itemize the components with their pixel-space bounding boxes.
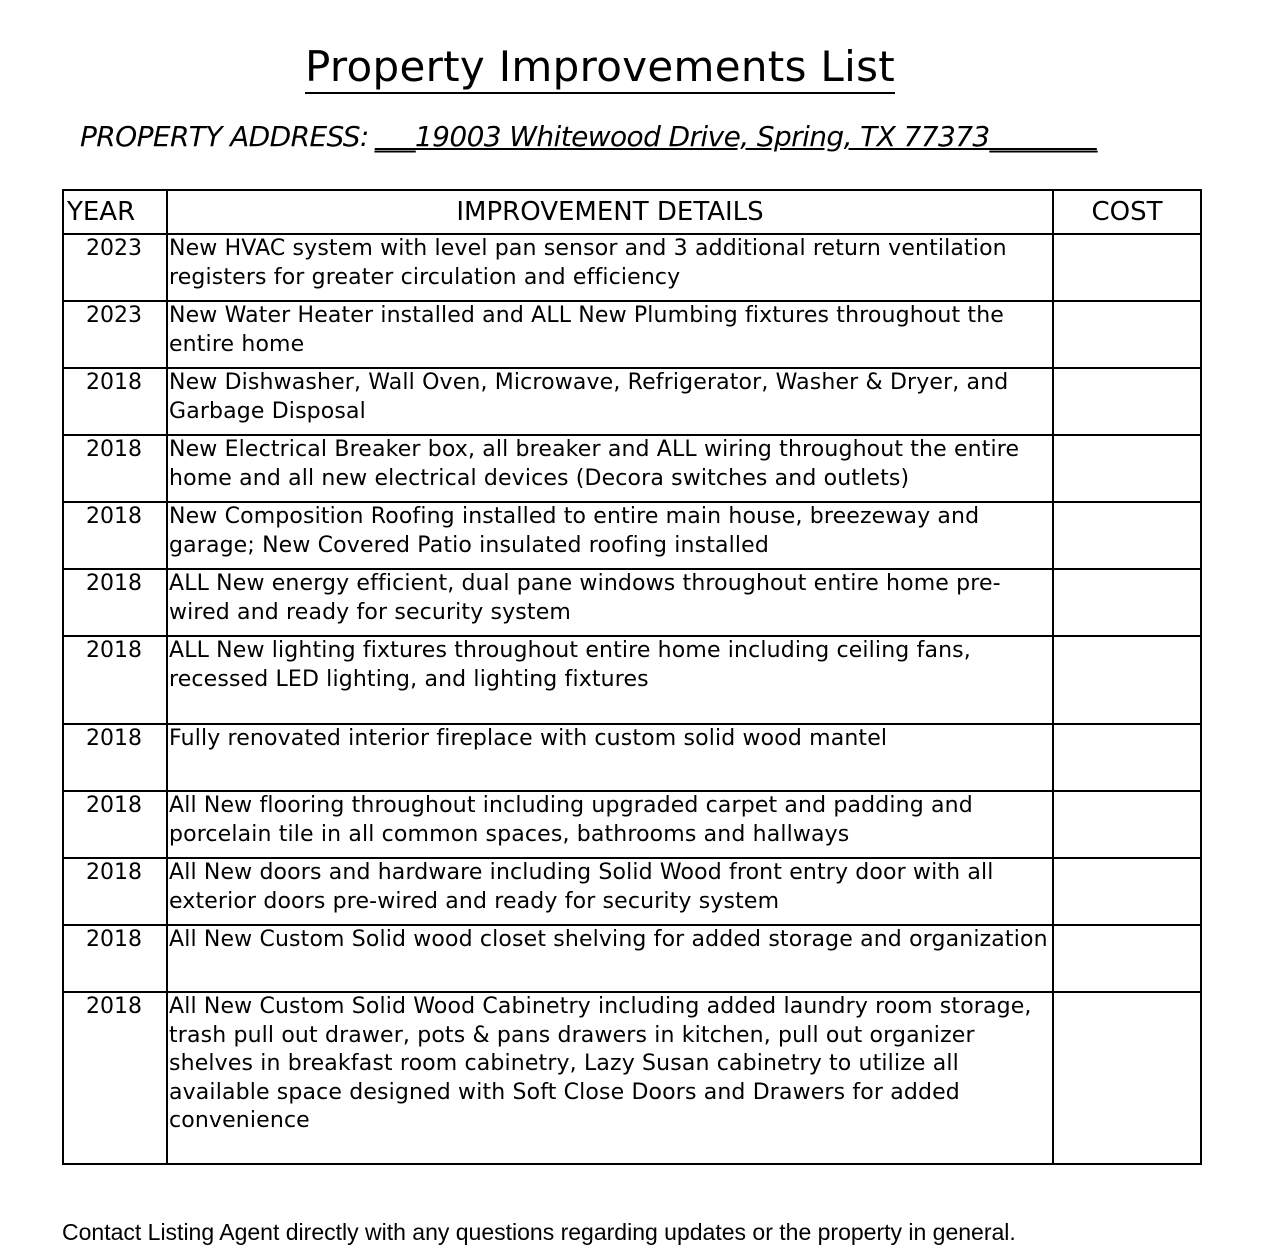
cost-cell xyxy=(1053,636,1201,724)
year-cell: 2018 xyxy=(63,368,167,435)
year-cell: 2018 xyxy=(63,791,167,858)
year-cell: 2018 xyxy=(63,569,167,636)
cost-cell xyxy=(1053,858,1201,925)
cost-cell xyxy=(1053,234,1201,301)
cost-cell xyxy=(1053,569,1201,636)
table-row xyxy=(63,435,1201,502)
table-row xyxy=(63,992,1201,1164)
cost-cell xyxy=(1053,301,1201,368)
address-value: ___19003 Whitewood Drive, Spring, TX 77373________ xyxy=(374,120,1097,153)
year-cell: 2018 xyxy=(63,636,167,724)
details-cell: New Composition Roofing installed to entire main house, breezeway and garage; New Covered Patio insulated roofing installed xyxy=(167,502,1053,569)
details-cell: New Electrical Breaker box, all breaker and ALL wiring throughout the entire home and all new electrical devices (Decora switches and outlets) xyxy=(167,435,1053,502)
table-row xyxy=(63,858,1201,925)
table-row xyxy=(63,791,1201,858)
cost-cell xyxy=(1053,502,1201,569)
table-row xyxy=(63,636,1201,724)
year-cell: 2018 xyxy=(63,502,167,569)
cost-cell xyxy=(1053,992,1201,1164)
year-cell: 2018 xyxy=(63,435,167,502)
year-cell: 2018 xyxy=(63,992,167,1164)
table-row xyxy=(63,724,1201,791)
improvements-table xyxy=(62,189,1202,1165)
cost-cell xyxy=(1053,925,1201,992)
cost-cell xyxy=(1053,435,1201,502)
table-row xyxy=(63,368,1201,435)
page-title-text: Property Improvements List xyxy=(305,42,895,94)
year-cell: 2018 xyxy=(63,925,167,992)
year-cell: 2023 xyxy=(63,234,167,301)
property-address xyxy=(80,120,1097,153)
details-cell: All New Custom Solid Wood Cabinetry including added laundry room storage, trash pull out drawer, pots & pans drawers in kitchen, pull out organizer shelves in breakfast room cabinetry, Lazy Susan cabinetry to utilize all available space designed with Soft Close Doors and Drawers for added convenience xyxy=(167,992,1053,1164)
details-cell: All New flooring throughout including upgraded carpet and padding and porcelain tile in all common spaces, bathrooms and hallways xyxy=(167,791,1053,858)
details-cell: Fully renovated interior fireplace with custom solid wood mantel xyxy=(167,724,1053,791)
year-header: YEAR xyxy=(63,190,167,234)
cost-cell xyxy=(1053,724,1201,791)
table-row xyxy=(63,569,1201,636)
details-header: IMPROVEMENT DETAILS xyxy=(167,190,1053,234)
cost-cell xyxy=(1053,791,1201,858)
year-cell: 2023 xyxy=(63,301,167,368)
table-row xyxy=(63,925,1201,992)
details-cell: New Water Heater installed and ALL New Plumbing fixtures throughout the entire home xyxy=(167,301,1053,368)
details-cell: ALL New energy efficient, dual pane windows throughout entire home pre-wired and ready for security system xyxy=(167,569,1053,636)
details-cell: ALL New lighting fixtures throughout entire home including ceiling fans, recessed LED lighting, and lighting fixtures xyxy=(167,636,1053,724)
year-cell: 2018 xyxy=(63,858,167,925)
table-row xyxy=(63,502,1201,569)
table-row xyxy=(63,234,1201,301)
table-header-row xyxy=(63,190,1201,234)
cost-cell xyxy=(1053,368,1201,435)
page-title xyxy=(0,42,1200,91)
footer-note: Contact Listing Agent directly with any questions regarding updates or the property in general. xyxy=(62,1219,1016,1245)
details-cell: All New Custom Solid wood closet shelving for added storage and organization xyxy=(167,925,1053,992)
year-cell: 2018 xyxy=(63,724,167,791)
details-cell: All New doors and hardware including Solid Wood front entry door with all exterior doors pre-wired and ready for security system xyxy=(167,858,1053,925)
details-cell: New HVAC system with level pan sensor and 3 additional return ventilation registers for greater circulation and efficiency xyxy=(167,234,1053,301)
cost-header: COST xyxy=(1053,190,1201,234)
table-row xyxy=(63,301,1201,368)
address-label: PROPERTY ADDRESS: xyxy=(80,120,369,153)
details-cell: New Dishwasher, Wall Oven, Microwave, Refrigerator, Washer & Dryer, and Garbage Disposal xyxy=(167,368,1053,435)
